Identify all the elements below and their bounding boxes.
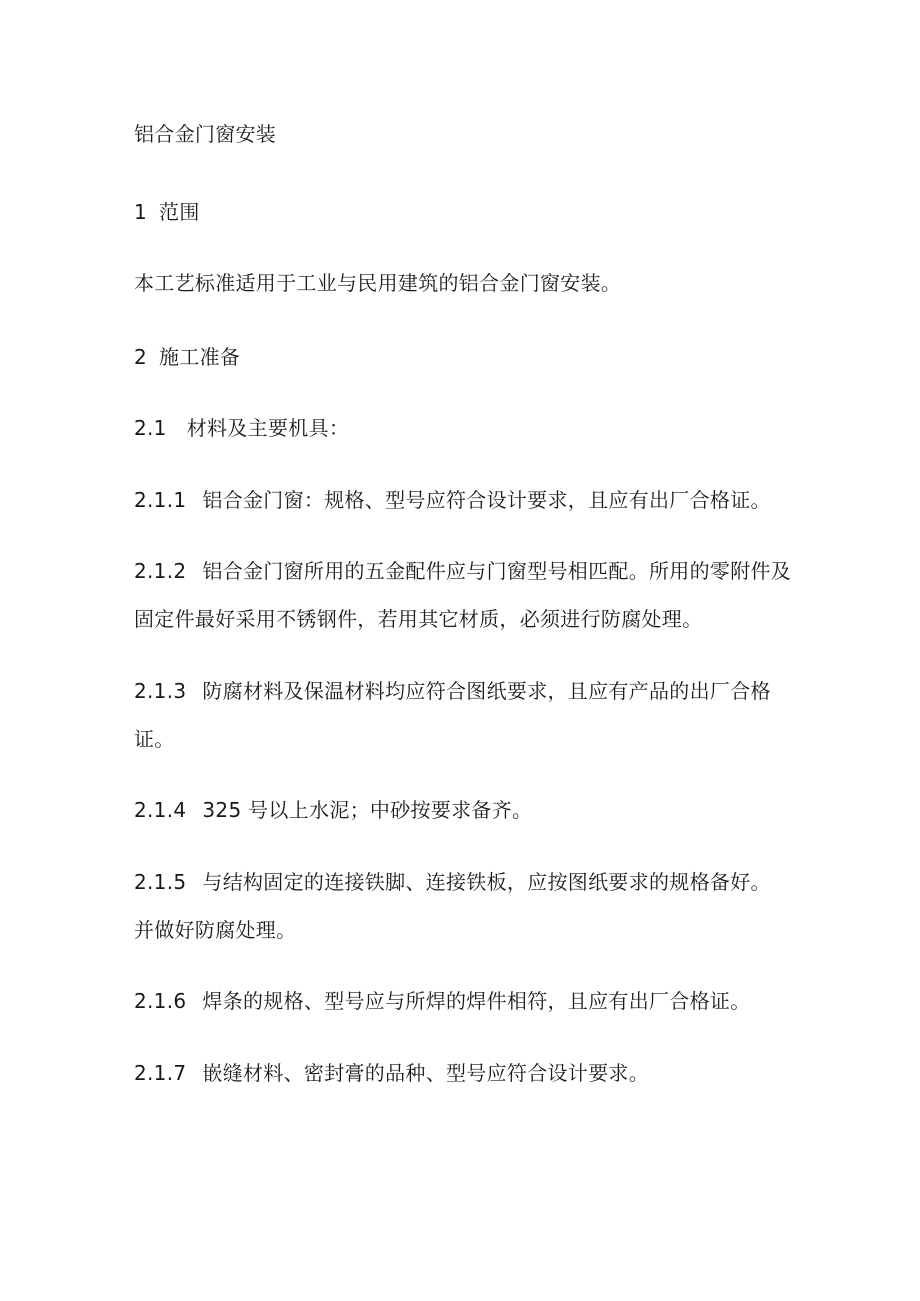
item-2-1-5 bbox=[134, 870, 794, 894]
section-heading-text: 范围 bbox=[159, 200, 200, 224]
item-text: 焊条的规格、型号应与所焊的焊件相符，且应有出厂合格证。 bbox=[202, 989, 751, 1013]
item-2-1-7 bbox=[134, 1061, 794, 1085]
item-2-1-5-continuation: 并做好防腐处理。 bbox=[134, 918, 297, 942]
subsection-number: 2.1 bbox=[134, 416, 167, 440]
item-number: 2.1.4 bbox=[134, 798, 187, 822]
item-number: 2.1.2 bbox=[134, 559, 187, 583]
item-2-1-2-continuation: 固定件最好采用不锈钢件，若用其它材质，必须进行防腐处理。 bbox=[134, 607, 703, 631]
item-number: 2.1.6 bbox=[134, 989, 187, 1013]
section-2-heading bbox=[134, 345, 794, 369]
item-2-1-3 bbox=[134, 679, 794, 703]
section-number: 1 bbox=[134, 200, 148, 224]
item-text: 铝合金门窗：规格、型号应符合设计要求，且应有出厂合格证。 bbox=[202, 488, 771, 512]
subsection-2-1 bbox=[134, 416, 794, 440]
item-number: 2.1.5 bbox=[134, 870, 187, 894]
item-2-1-1 bbox=[134, 488, 794, 512]
document-title: 铝合金门窗安装 bbox=[134, 122, 277, 146]
subsection-text: 材料及主要机具： bbox=[186, 416, 350, 440]
scope-paragraph: 本工艺标准适用于工业与民用建筑的铝合金门窗安装。 bbox=[134, 271, 622, 295]
item-text: 嵌缝材料、密封膏的品种、型号应符合设计要求。 bbox=[202, 1061, 649, 1085]
item-text: 与结构固定的连接铁脚、连接铁板，应按图纸要求的规格备好。 bbox=[202, 870, 771, 894]
item-2-1-6 bbox=[134, 989, 794, 1013]
item-2-1-4 bbox=[134, 798, 794, 822]
item-2-1-3-continuation: 证。 bbox=[134, 727, 175, 751]
item-text: 铝合金门窗所用的五金配件应与门窗型号相匹配。所用的零附件及 bbox=[202, 559, 792, 583]
item-number: 2.1.1 bbox=[134, 488, 187, 512]
item-2-1-2 bbox=[134, 559, 794, 583]
section-1-heading bbox=[134, 200, 794, 224]
section-heading-text: 施工准备 bbox=[159, 345, 241, 369]
item-text: 防腐材料及保温材料均应符合图纸要求，且应有产品的出厂合格 bbox=[202, 679, 771, 703]
item-number: 2.1.3 bbox=[134, 679, 187, 703]
section-number: 2 bbox=[134, 345, 148, 369]
item-number: 2.1.7 bbox=[134, 1061, 187, 1085]
item-text: 325 号以上水泥；中砂按要求备齐。 bbox=[202, 798, 533, 822]
